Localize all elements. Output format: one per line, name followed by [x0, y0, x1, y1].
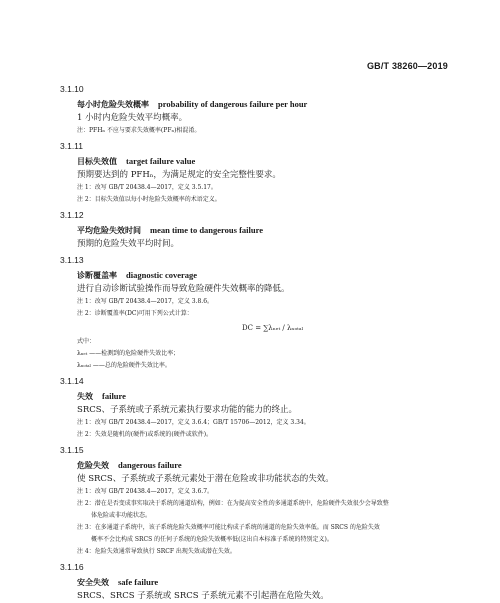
clause-number: 3.1.14: [60, 376, 84, 386]
term-zh: 诊断覆盖率: [77, 271, 117, 280]
formula-variable: λₙₒₜₐₗ ——总的危险硬件失效比率。: [77, 362, 171, 369]
term-definition: 使 SRCS、子系统或子系统元素处于潜在危险或非功能状态的失效。: [77, 474, 334, 484]
term-zh: 失效: [77, 392, 93, 401]
clause-3-1-11: [60, 139, 460, 206]
term-en: dangerous failure: [118, 460, 182, 470]
term-note: 注 2：诊断覆盖率(DC)可用下列公式计算：: [77, 310, 193, 317]
term-note-continuation: 体危险或非功能状态。: [91, 512, 152, 519]
term-heading: [77, 97, 460, 111]
term-definition: 进行自动诊断试验操作而导致危险硬件失效概率的降低。: [77, 284, 290, 294]
term-zh: 平均危险失效时间: [77, 226, 141, 235]
formula-where-label: 式中：: [77, 338, 96, 345]
term-heading: [77, 575, 460, 589]
term-definition: 预期的危险失效平均时间。: [77, 239, 180, 249]
term-note: 注 3：在多通道子系统中，该子系统危险失效概率可能比构成子系统的通道的危险失效率低。而 SRCS 的危险失效: [77, 524, 380, 531]
term-zh: 目标失效值: [77, 157, 117, 166]
term-zh: 每小时危险失效概率: [77, 100, 149, 109]
term-note: 注 4：危险失效通常导致执行 SRCF 出现失效或潜在失效。: [77, 548, 236, 555]
term-heading: [77, 223, 460, 237]
terms-section: [60, 80, 460, 603]
term-en: probability of dangerous failure per hour: [158, 99, 308, 109]
term-note-continuation: 概率不会比构成 SRCS 的任何子系统的危险失效概率低(这出自本标准子系统的特别定义)。: [91, 536, 333, 543]
term-note: 注 2：失效是随机的(硬件)或系统的(硬件或软件)。: [77, 431, 213, 438]
clause-3-1-13: [60, 253, 460, 372]
term-note: 注：PFHₙ 不应与要求失效概率(PFₙ)相混淆。: [77, 127, 201, 134]
term-note: 注 1：改写 GB/T 20438.4—2017，定义 3.5.17。: [77, 184, 217, 191]
clause-number: 3.1.13: [60, 255, 84, 265]
term-heading: [77, 458, 460, 472]
clause-3-1-14: [60, 374, 460, 441]
clause-number: 3.1.12: [60, 210, 84, 220]
clause-number: 3.1.15: [60, 445, 84, 455]
term-note: 注 2：潜在是否变成事实取决于系统的通道结构，例如：在为提高安全性的多通道系统中，危险硬件失效很少会导致整: [77, 500, 389, 507]
clause-number: 3.1.10: [60, 84, 84, 94]
term-definition: SRCS、子系统或子系统元素执行要求功能的能力的终止。: [77, 405, 298, 415]
term-en: safe failure: [118, 577, 159, 587]
term-note: 注 1：改写 GB/T 20438.4—2017，定义 3.6.7。: [77, 488, 214, 495]
term-note: 注 1：改写 GB/T 20438.4—2017，定义 3.6.4；GB/T 15706—2012，定义 3.34。: [77, 419, 310, 426]
clause-3-1-12: [60, 208, 460, 251]
clause-3-1-10: [60, 82, 460, 137]
term-definition: SRCS、SRCS 子系统或 SRCS 子系统元素不引起潜在危险失效。: [77, 591, 329, 601]
clause-number: 3.1.11: [60, 141, 84, 151]
term-en: failure: [102, 391, 126, 401]
formula-variable: λₙₑₜ ——检测到的危险硬件失效比率；: [77, 350, 180, 357]
term-en: mean time to dangerous failure: [150, 225, 264, 235]
term-heading: [77, 389, 460, 403]
term-note: 注 2：目标失效值以每小时危险失效概率的术语定义。: [77, 196, 221, 203]
term-zh: 危险失效: [77, 461, 109, 470]
term-definition: 预期要达到的 PFHₙ，为满足规定的安全完整性要求。: [77, 170, 281, 180]
clause-3-1-15: [60, 443, 460, 558]
term-note: 注 1：改写 GB/T 20438.4—2017，定义 3.8.6。: [77, 298, 214, 305]
clause-number: 3.1.16: [60, 562, 84, 572]
term-zh: 安全失效: [77, 578, 109, 587]
term-heading: [77, 154, 460, 168]
standard-code: GB/T 38260—2019: [366, 61, 448, 71]
term-en: target failure value: [126, 156, 196, 166]
term-en: diagnostic coverage: [126, 270, 198, 280]
dc-formula: DC = ∑λₙₑₜ / λₙₒₜₐₗ: [242, 324, 304, 332]
term-heading: [77, 268, 460, 282]
clause-3-1-16: [60, 560, 460, 603]
term-definition: 1 小时内危险失效平均概率。: [77, 113, 188, 123]
